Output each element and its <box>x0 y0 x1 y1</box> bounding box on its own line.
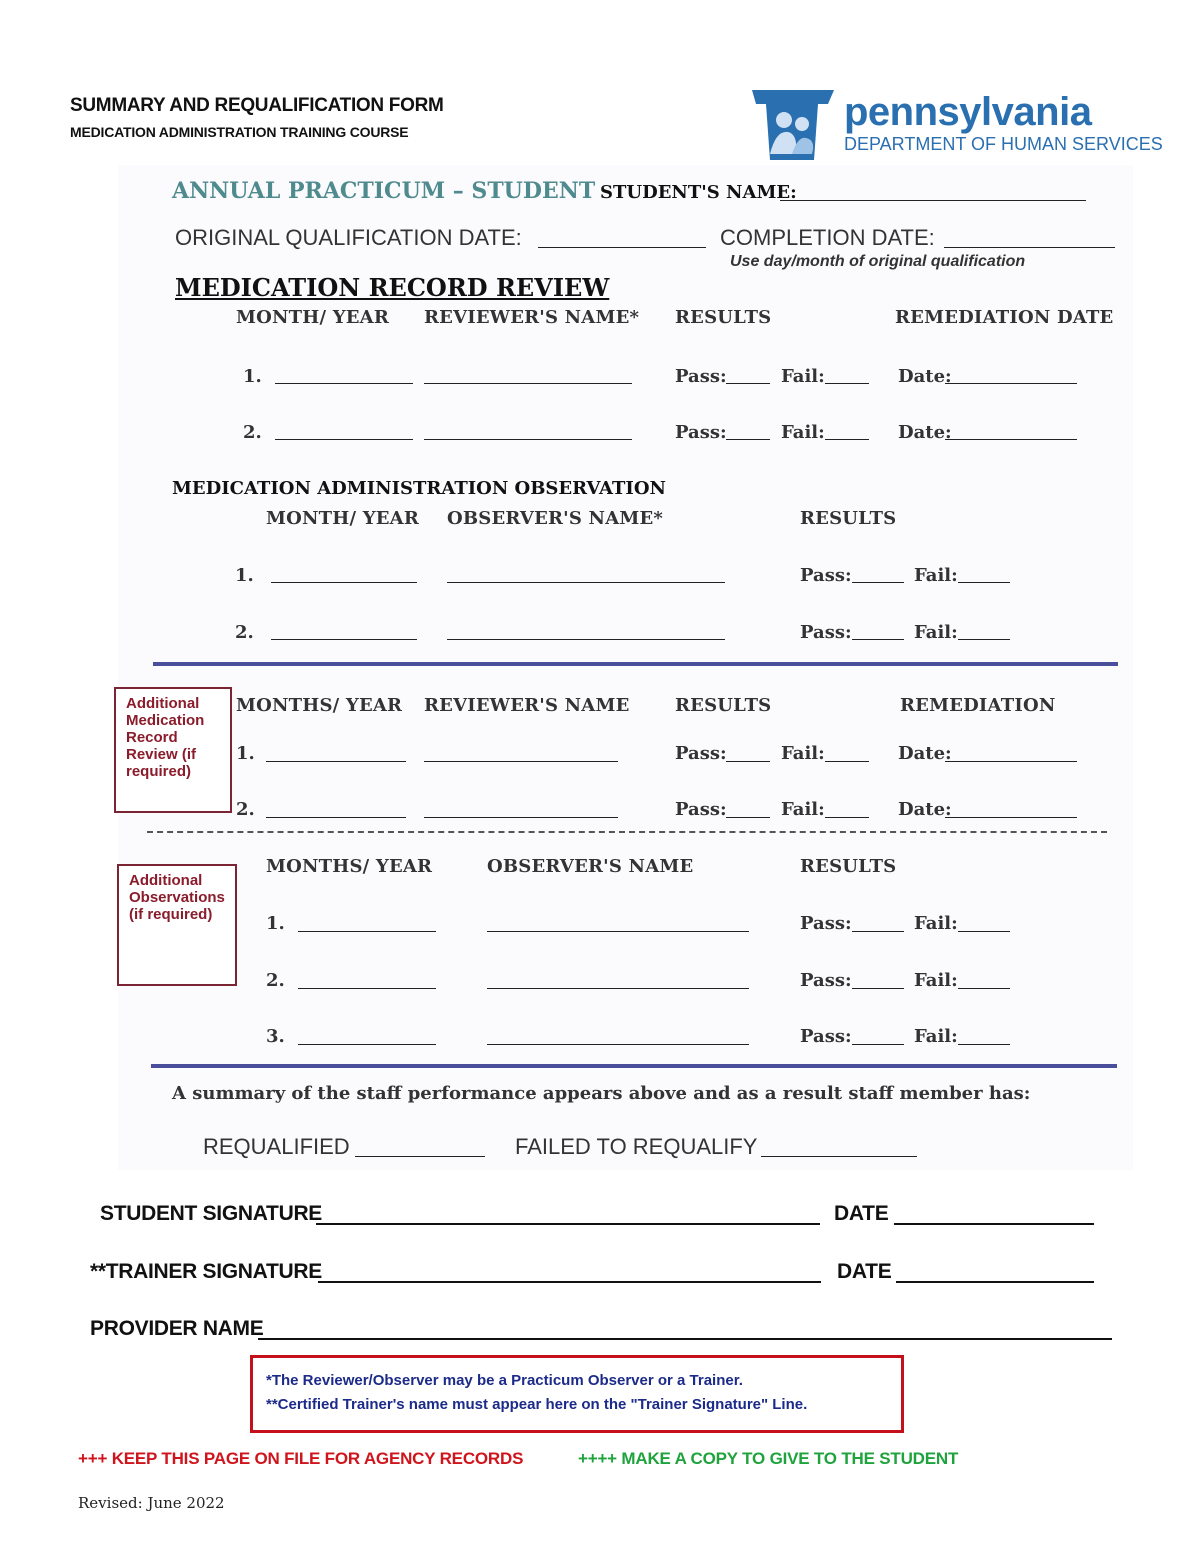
pass-line[interactable] <box>726 439 770 440</box>
month-year-line[interactable] <box>298 1044 436 1045</box>
student-signature-label: STUDENT SIGNATURE <box>100 1202 323 1225</box>
fail-label: Fail: <box>914 622 958 643</box>
row-number: 2. <box>235 622 254 643</box>
trainer-date-line[interactable] <box>896 1281 1094 1283</box>
additional-observations-box: Additional Observations (if required) <box>117 864 237 986</box>
dashed-divider <box>147 831 1107 833</box>
pass-label: Pass: <box>675 366 727 387</box>
observer-name-line[interactable] <box>487 931 749 932</box>
summary-text: A summary of the staff performance appears above and as a result staff member has: <box>172 1083 1031 1104</box>
fail-label: Fail: <box>914 970 958 991</box>
pass-line[interactable] <box>726 817 770 818</box>
month-year-line[interactable] <box>275 439 413 440</box>
date-line[interactable] <box>945 817 1077 818</box>
additional-review-box: Additional Medication Record Review (if required) <box>114 687 232 813</box>
fail-label: Fail: <box>914 913 958 934</box>
col-months-year: MONTHS/ YEAR <box>266 856 433 877</box>
pass-label: Pass: <box>800 913 852 934</box>
fail-line[interactable] <box>958 1044 1010 1045</box>
row-number: 3. <box>266 1026 285 1047</box>
row-number: 1. <box>236 743 255 764</box>
row-number: 1. <box>243 366 262 387</box>
fail-label: Fail: <box>781 799 825 820</box>
trainer-date-label: DATE <box>837 1260 892 1283</box>
pass-label: Pass: <box>675 799 727 820</box>
student-name-label: STUDENT'S NAME: <box>600 182 797 203</box>
date-label: Date: <box>898 799 952 820</box>
form-subtitle: MEDICATION ADMINISTRATION TRAINING COURSE <box>70 124 409 140</box>
fail-line[interactable] <box>958 931 1010 932</box>
row-number: 2. <box>266 970 285 991</box>
record-review-title: MEDICATION RECORD REVIEW <box>175 273 610 302</box>
reviewer-name-line[interactable] <box>424 383 632 384</box>
fail-line[interactable] <box>825 383 869 384</box>
date-label: Date: <box>898 743 952 764</box>
student-date-label: DATE <box>834 1202 889 1225</box>
notes-box <box>250 1355 904 1433</box>
fail-label: Fail: <box>914 1026 958 1047</box>
completion-date-label: COMPLETION DATE: <box>720 225 935 250</box>
trainer-signature-label: **TRAINER SIGNATURE <box>90 1260 322 1283</box>
original-date-label: ORIGINAL QUALIFICATION DATE: <box>175 225 522 250</box>
col-reviewer-name: REVIEWER'S NAME* <box>424 307 640 328</box>
col-results: RESULTS <box>675 307 772 328</box>
col-months-year: MONTHS/ YEAR <box>236 695 403 716</box>
logo-wordmark: pennsylvania <box>844 90 1092 134</box>
col-observer-name: OBSERVER'S NAME <box>487 856 694 877</box>
date-line[interactable] <box>945 439 1077 440</box>
note-trainer: **Certified Trainer's name must appear here on the "Trainer Signature" Line. <box>266 1396 808 1413</box>
date-line[interactable] <box>945 761 1077 762</box>
row-number: 2. <box>243 422 262 443</box>
row-number: 1. <box>266 913 285 934</box>
date-label: Date: <box>898 422 952 443</box>
fail-label: Fail: <box>781 366 825 387</box>
trainer-signature-line[interactable] <box>318 1281 821 1283</box>
pass-line[interactable] <box>852 988 904 989</box>
col-reviewer-name: REVIEWER'S NAME <box>424 695 630 716</box>
revised-date: Revised: June 2022 <box>78 1494 225 1512</box>
pass-line[interactable] <box>852 582 904 583</box>
reviewer-name-line[interactable] <box>424 761 618 762</box>
reviewer-name-line[interactable] <box>424 817 618 818</box>
pass-label: Pass: <box>800 565 852 586</box>
col-observer-name: OBSERVER'S NAME* <box>447 508 664 529</box>
col-results: RESULTS <box>675 695 772 716</box>
observer-name-line[interactable] <box>487 988 749 989</box>
row-number: 1. <box>235 565 254 586</box>
date-line[interactable] <box>945 383 1077 384</box>
observer-name-line[interactable] <box>487 1044 749 1045</box>
pass-label: Pass: <box>800 622 852 643</box>
fail-label: Fail: <box>914 565 958 586</box>
pass-label: Pass: <box>675 422 727 443</box>
fail-line[interactable] <box>958 639 1010 640</box>
pass-line[interactable] <box>852 931 904 932</box>
date-label: Date: <box>898 366 952 387</box>
note-reviewer: *The Reviewer/Observer may be a Practicum Observer or a Trainer. <box>266 1372 743 1389</box>
section-divider <box>151 1064 1117 1068</box>
provider-name-label: PROVIDER NAME <box>90 1317 264 1340</box>
col-month-year: MONTH/ YEAR <box>236 307 389 328</box>
fail-line[interactable] <box>825 439 869 440</box>
col-results: RESULTS <box>800 508 897 529</box>
pass-label: Pass: <box>800 1026 852 1047</box>
student-date-line[interactable] <box>894 1223 1094 1225</box>
copy-note: ++++ MAKE A COPY TO GIVE TO THE STUDENT <box>578 1449 959 1468</box>
col-month-year: MONTH/ YEAR <box>266 508 419 529</box>
completion-date-note: Use day/month of original qualification <box>730 253 1026 270</box>
pa-dhs-logo <box>748 84 1163 164</box>
section-divider <box>153 662 1118 666</box>
form-title: SUMMARY AND REQUALIFICATION FORM <box>70 95 444 116</box>
requalified-line[interactable] <box>355 1156 485 1157</box>
requalified-label: REQUALIFIED <box>203 1134 350 1159</box>
pass-line[interactable] <box>852 639 904 640</box>
pass-line[interactable] <box>852 1044 904 1045</box>
observer-name-line[interactable] <box>447 639 725 640</box>
pass-line[interactable] <box>726 383 770 384</box>
observation-title: MEDICATION ADMINISTRATION OBSERVATION <box>172 478 666 499</box>
fail-label: Fail: <box>781 743 825 764</box>
keystone-family-icon <box>748 84 838 164</box>
month-year-line[interactable] <box>271 582 417 583</box>
failed-line[interactable] <box>761 1156 917 1157</box>
pass-label: Pass: <box>800 970 852 991</box>
fail-line[interactable] <box>958 582 1010 583</box>
student-name-line[interactable] <box>780 200 1086 201</box>
month-year-line[interactable] <box>275 383 413 384</box>
observer-name-line[interactable] <box>447 582 725 583</box>
fail-label: Fail: <box>781 422 825 443</box>
logo-department: DEPARTMENT OF HUMAN SERVICES <box>844 134 1163 154</box>
provider-name-line[interactable] <box>258 1338 1112 1340</box>
month-year-line[interactable] <box>298 931 436 932</box>
failed-label: FAILED TO REQUALIFY <box>515 1134 758 1159</box>
fail-line[interactable] <box>825 817 869 818</box>
month-year-line[interactable] <box>298 988 436 989</box>
month-year-line[interactable] <box>266 817 406 818</box>
col-results: RESULTS <box>800 856 897 877</box>
original-date-line[interactable] <box>538 247 706 248</box>
practicum-title: ANNUAL PRACTICUM – STUDENT <box>172 178 596 204</box>
col-remediation: REMEDIATION <box>900 695 1056 716</box>
col-remediation-date: REMEDIATION DATE <box>895 307 1114 328</box>
row-number: 2. <box>236 799 255 820</box>
fail-line[interactable] <box>958 988 1010 989</box>
student-signature-line[interactable] <box>316 1223 820 1225</box>
reviewer-name-line[interactable] <box>424 439 632 440</box>
keep-on-file-note: +++ KEEP THIS PAGE ON FILE FOR AGENCY RECORDS <box>78 1449 524 1468</box>
pass-label: Pass: <box>675 743 727 764</box>
month-year-line[interactable] <box>271 639 417 640</box>
month-year-line[interactable] <box>266 761 406 762</box>
fail-line[interactable] <box>825 761 869 762</box>
pass-line[interactable] <box>726 761 770 762</box>
completion-date-line[interactable] <box>944 247 1115 248</box>
